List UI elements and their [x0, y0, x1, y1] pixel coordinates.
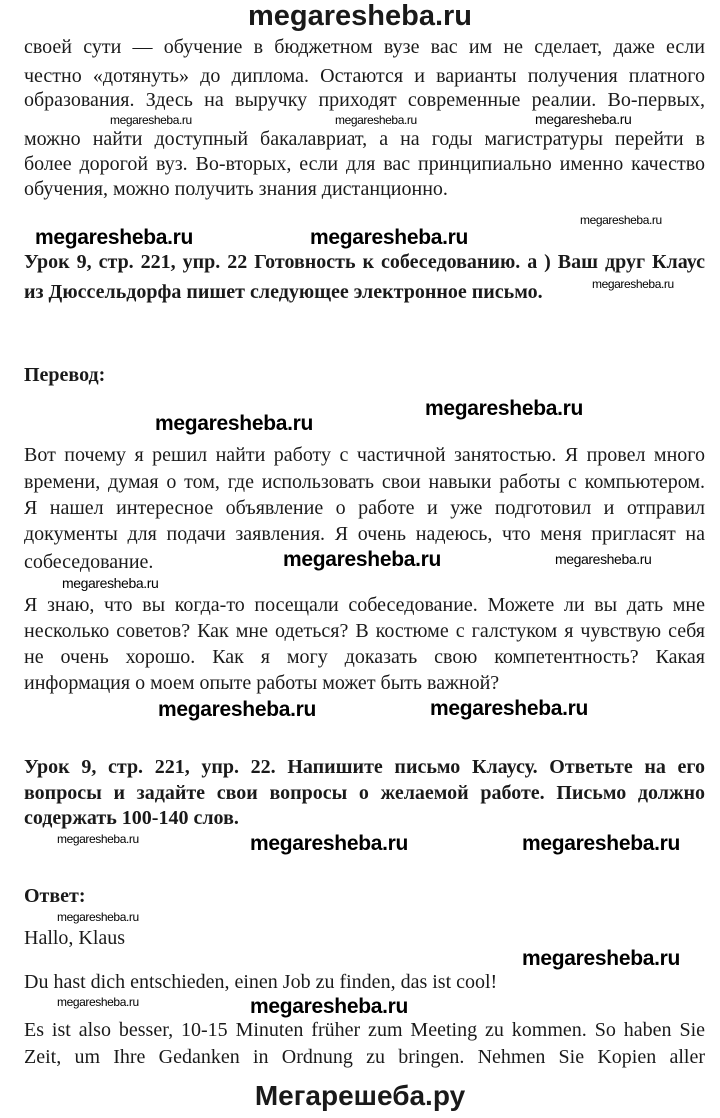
text-line: можно найти доступный бакалавриат, а на годы магистратуры перейти в	[24, 128, 705, 150]
text-line: более дорогой вуз. Во-вторых, если для вас принципиально именно качество	[24, 153, 705, 175]
watermark: megaresheba.ru	[283, 548, 442, 571]
watermark: megaresheba.ru	[310, 226, 469, 249]
text-line: не очень хорошо. Как я могу доказать свою компетентность? Какая	[24, 646, 705, 668]
site-header: megaresheba.ru	[247, 0, 473, 32]
text-line: честно «дотянуть» до диплома. Остаются и варианты получения платного	[24, 65, 705, 87]
text-line: Zeit, um Ihre Gedanken in Ordnung zu bringen. Nehmen Sie Kopien aller	[24, 1046, 705, 1068]
text-line: документы для подачи заявления. Я очень надеюсь, что меня пригласят на	[24, 523, 705, 545]
watermark: megaresheba.ru	[580, 213, 662, 227]
watermark: megaresheba.ru	[335, 113, 417, 127]
watermark: megaresheba.ru	[430, 697, 589, 720]
watermark: megaresheba.ru	[57, 910, 139, 924]
task-heading: Урок 9, стр. 221, упр. 22 Готовность к собеседованию. а ) Ваш друг Клаус	[24, 251, 705, 273]
watermark: megaresheba.ru	[62, 575, 159, 591]
greeting: Hallo, Klaus	[24, 927, 126, 949]
text-line: Вот почему я решил найти работу с частичной занятостью. Я провел много	[24, 444, 705, 466]
task-heading: Урок 9, стр. 221, упр. 22. Напишите письмо Клаусу. Ответьте на его	[24, 756, 705, 778]
text-line: несколько советов? Как мне одеться? В костюме с галстуком я чувствую себя	[24, 620, 705, 642]
task-heading: содержать 100-140 слов.	[24, 807, 239, 829]
text-line: информация о моем опыте работы может быть важной?	[24, 672, 500, 694]
text-line: Du hast dich entschieden, einen Job zu finden, das ist cool!	[24, 971, 498, 993]
watermark: megaresheba.ru	[522, 947, 681, 970]
site-footer: Мегарешеба.ру	[254, 1080, 466, 1111]
watermark: megaresheba.ru	[250, 832, 409, 855]
text-line: Я знаю, что вы когда-то посещали собеседование. Можете ли вы дать мне	[24, 594, 705, 616]
watermark: megaresheba.ru	[155, 412, 314, 435]
watermark: megaresheba.ru	[158, 698, 317, 721]
watermark: megaresheba.ru	[425, 397, 584, 420]
answer-label: Ответ:	[24, 885, 86, 907]
text-line: времени, думая о том, где использовать свои навыки работы с компьютером.	[24, 471, 705, 493]
text-line: образования. Здесь на выручку приходят современные реалии. Во-первых,	[24, 89, 705, 111]
watermark: megaresheba.ru	[522, 832, 681, 855]
task-heading: вопросы и задайте свои вопросы о желаемой работе. Письмо должно	[24, 782, 705, 804]
watermark: megaresheba.ru	[535, 111, 632, 127]
watermark: megaresheba.ru	[110, 113, 192, 127]
text-line: Я нашел интересное объявление о работе и уже подготовил и отправил	[24, 497, 705, 519]
watermark: megaresheba.ru	[250, 995, 409, 1018]
watermark: megaresheba.ru	[57, 832, 139, 846]
watermark: megaresheba.ru	[555, 551, 652, 567]
watermark: megaresheba.ru	[592, 277, 674, 291]
watermark: megaresheba.ru	[35, 226, 194, 249]
text-line: обучения, можно получить знания дистанционно.	[24, 178, 448, 200]
translation-label: Перевод:	[24, 364, 106, 386]
watermark: megaresheba.ru	[57, 995, 139, 1009]
task-heading: из Дюссельдорфа пишет следующее электронное письмо.	[24, 281, 543, 303]
text-line: своей сути — обучение в бюджетном вузе вас им не сделает, даже если	[24, 36, 705, 58]
text-line: собеседование.	[24, 551, 154, 573]
text-line: Es ist also besser, 10-15 Minuten früher zum Meeting zu kommen. So haben Sie	[24, 1019, 705, 1041]
